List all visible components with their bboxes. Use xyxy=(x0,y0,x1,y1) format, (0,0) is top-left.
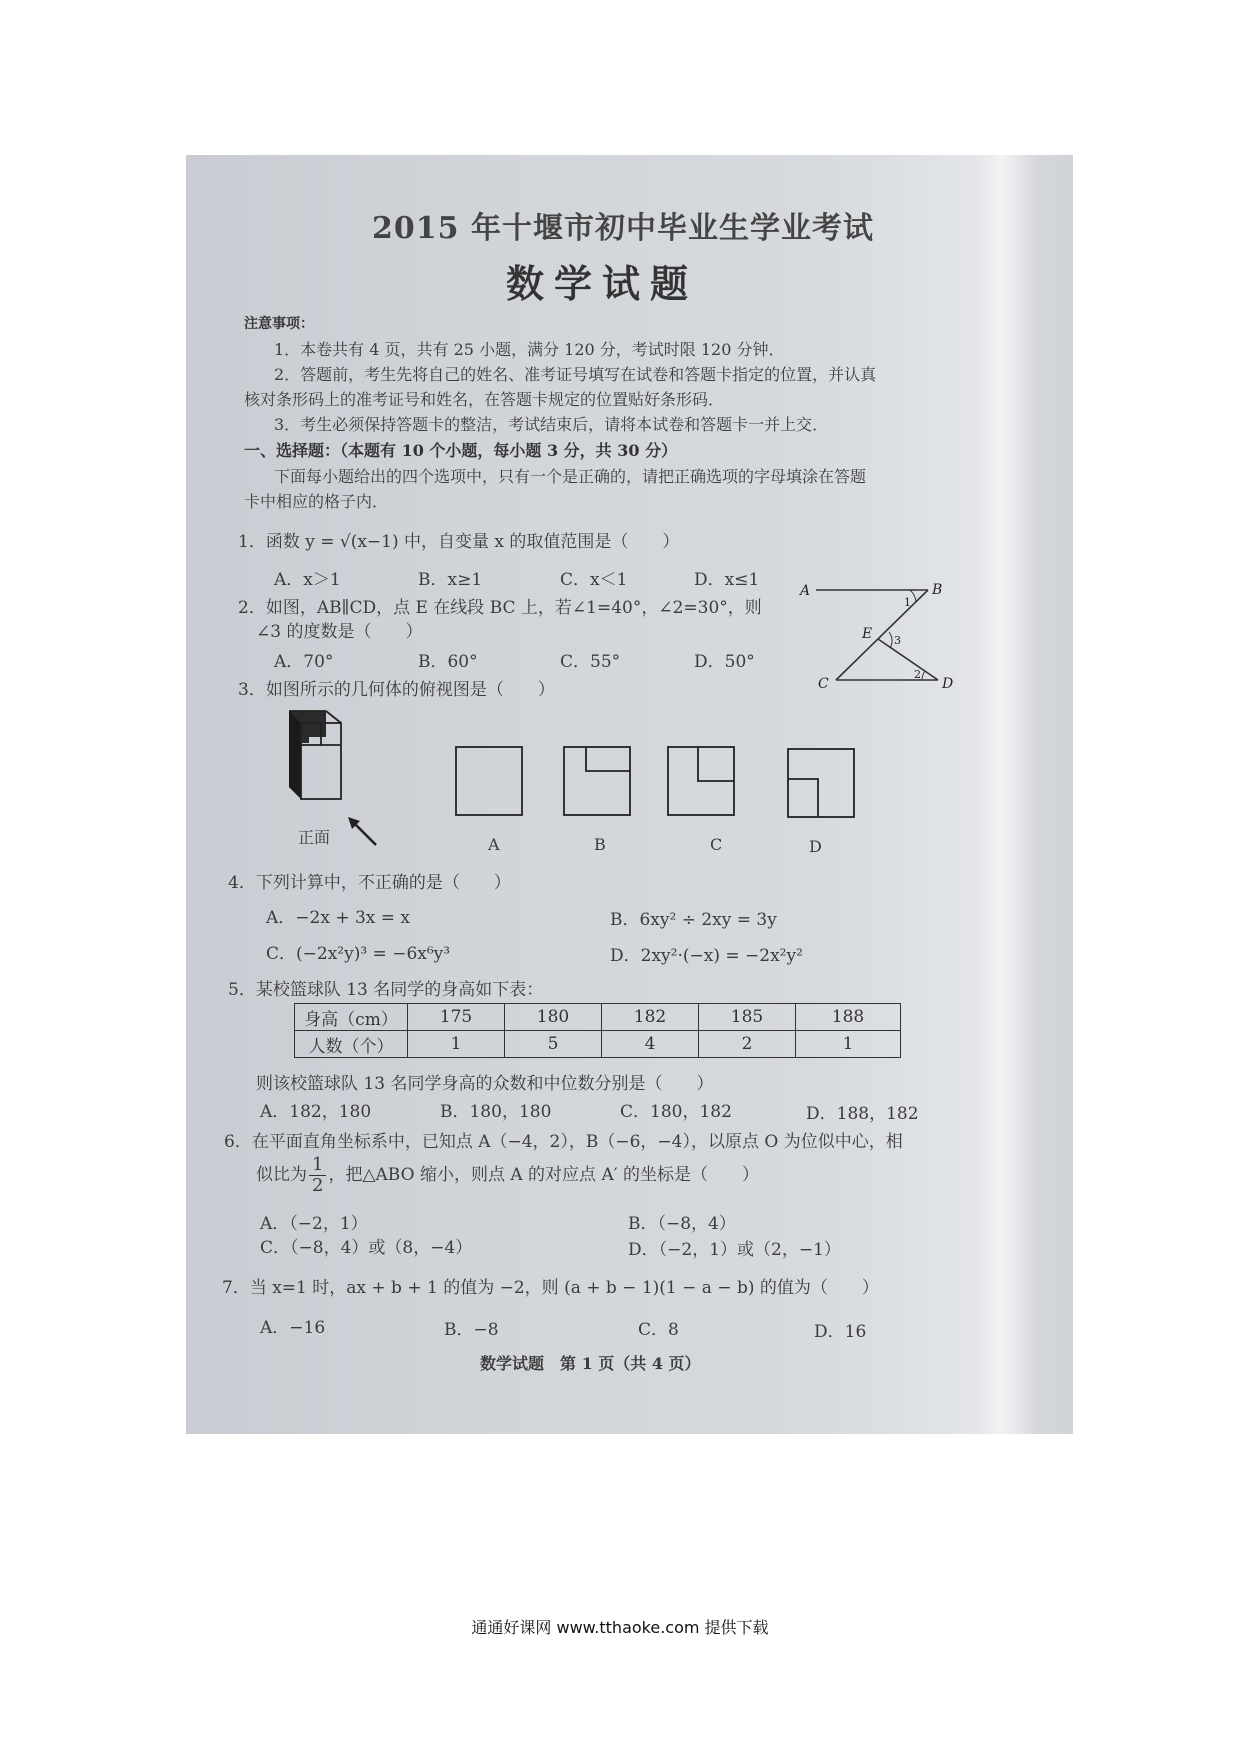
table-row xyxy=(295,1004,901,1031)
q7-option-a: A．−16 xyxy=(260,1318,326,1338)
table-cell: 180 xyxy=(505,1004,602,1031)
label-b: B xyxy=(932,582,943,598)
q7-stem: 7．当 x=1 时，ax + b + 1 的值为 −2，则 (a + b − 1)(1 − a − b) 的值为（ ） xyxy=(222,1278,879,1298)
q3-letter-b: B xyxy=(594,835,606,854)
q4-stem: 4．下列计算中，不正确的是（ ） xyxy=(228,873,511,893)
notice-item-1: 1．本卷共有 4 页，共有 25 小题，满分 120 分，考试时限 120 分钟． xyxy=(274,340,785,359)
table-cell: 2 xyxy=(699,1031,796,1058)
exam-subject: 数学试题 xyxy=(506,261,699,306)
site-footer: 通通好课网 www.tthaoke.com 提供下载 xyxy=(471,1618,769,1637)
q2-option-d: D．50° xyxy=(694,652,755,672)
front-arrow-icon xyxy=(346,815,380,849)
q3-stem: 3．如图所示的几何体的俯视图是（ ） xyxy=(238,680,555,700)
q5-option-c: C．180，182 xyxy=(620,1102,732,1122)
q6-stem-a: 6．在平面直角坐标系中，已知点 A（−4，2），B（−6，−4），以原点 O 为位似中心，相 xyxy=(224,1132,903,1152)
table-cell: 175 xyxy=(408,1004,505,1031)
q1-option-c: C．x＜1 xyxy=(560,570,628,590)
line-bc xyxy=(836,590,928,680)
q3-option-b-figure xyxy=(562,745,632,817)
table-cell: 4 xyxy=(602,1031,699,1058)
table-cell: 185 xyxy=(699,1004,796,1031)
line-ed xyxy=(878,639,938,680)
q6-option-b: B．（−8，4） xyxy=(628,1214,736,1234)
table-row xyxy=(295,1031,901,1058)
q2-geometry-figure xyxy=(798,580,968,690)
label-angle-2: 2 xyxy=(914,668,921,681)
q3-option-c-figure xyxy=(666,745,736,817)
q5-option-b: B．180，180 xyxy=(440,1102,552,1122)
q2-option-c: C．55° xyxy=(560,652,621,672)
table-cell: 1 xyxy=(408,1031,505,1058)
q6-stem-prefix: 似比为 xyxy=(256,1165,307,1185)
table-cell: 身高（cm） xyxy=(295,1004,408,1031)
q6-option-d: D．（−2，1）或（2，−1） xyxy=(628,1240,841,1260)
q7-option-c: C．8 xyxy=(638,1320,679,1340)
angle-2-arc xyxy=(922,671,925,680)
q6-option-c: C．（−8，4）或（8，−4） xyxy=(260,1238,473,1258)
q2-stem-b: ∠3 的度数是（ ） xyxy=(256,622,423,642)
q1-stem: 1．函数 y = √(x−1) 中，自变量 x 的取值范围是（ ） xyxy=(238,532,680,552)
q4-option-d: D．2xy²·(−x) = −2x²y² xyxy=(610,946,803,966)
q1-option-d: D．x≤1 xyxy=(694,570,760,590)
notice-item-3: 3．考生必须保持答题卡的整洁，考试结束后，请将本试卷和答题卡一并上交． xyxy=(274,415,829,434)
q3-option-d-figure xyxy=(786,747,856,819)
fraction-numerator: 1 xyxy=(309,1155,326,1176)
q3-solid-figure xyxy=(281,703,391,813)
q4-option-a: A．−2x + 3x = x xyxy=(266,908,411,928)
q6-option-a: A．（−2，1） xyxy=(260,1214,368,1234)
q3-option-a-figure xyxy=(454,745,524,817)
q7-option-b: B．−8 xyxy=(444,1320,499,1340)
label-e: E xyxy=(862,626,873,642)
section-heading: 一、选择题：（本题有 10 个小题，每小题 3 分，共 30 分） xyxy=(244,441,678,460)
label-angle-1: 1 xyxy=(904,596,911,609)
notice-item-2b: 核对条形码上的准考证号和姓名，在答题卡规定的位置贴好条形码． xyxy=(244,390,725,409)
q6-fraction xyxy=(309,1155,326,1196)
solid-left-face xyxy=(289,711,301,799)
q4-option-c: C．(−2x²y)³ = −6x⁶y³ xyxy=(266,944,451,964)
q6-stem-b xyxy=(256,1155,759,1196)
q5-option-d: D．188，182 xyxy=(806,1104,919,1124)
q5-height-table xyxy=(294,1003,901,1058)
front-label: 正面 xyxy=(298,828,331,847)
label-c: C xyxy=(818,676,829,690)
q5-option-a: A．182，180 xyxy=(260,1102,372,1122)
table-cell: 182 xyxy=(602,1004,699,1031)
fraction-denominator: 2 xyxy=(312,1175,324,1196)
table-cell: 5 xyxy=(505,1031,602,1058)
page-number-footer: 数学试题 第 1 页（共 4 页） xyxy=(480,1354,701,1373)
q7-option-d: D．16 xyxy=(814,1322,867,1342)
section-intro-b: 卡中相应的格子内． xyxy=(244,492,389,511)
q3-letter-d: D xyxy=(809,837,822,856)
solid-top-right-edge xyxy=(326,711,341,723)
table-cell: 人数（个） xyxy=(295,1031,408,1058)
q2-option-b: B．60° xyxy=(418,652,478,672)
q1-option-a: A．x＞1 xyxy=(274,570,341,590)
q5-stem: 5．某校篮球队 13 名同学的身高如下表： xyxy=(228,980,544,1000)
label-a: A xyxy=(800,583,811,599)
q5-question: 则该校篮球队 13 名同学身高的众数和中位数分别是（ ） xyxy=(256,1074,714,1094)
exam-title: 2015 年十堰市初中毕业生学业考试 xyxy=(372,211,874,246)
table-cell: 188 xyxy=(796,1004,901,1031)
q3-letter-a: A xyxy=(488,835,500,854)
notice-heading: 注意事项： xyxy=(244,316,314,332)
q3-letter-c: C xyxy=(710,835,723,854)
label-d: D xyxy=(942,676,954,690)
q4-option-b: B．6xy² ÷ 2xy = 3y xyxy=(610,910,777,930)
angle-3-arc xyxy=(889,632,892,648)
q6-stem-suffix: ，把△ABO 缩小，则点 A 的对应点 A′ 的坐标是（ ） xyxy=(328,1165,759,1185)
section-intro-a: 下面每小题给出的四个选项中，只有一个是正确的，请把正确选项的字母填涂在答题 xyxy=(274,467,867,486)
q2-option-a: A．70° xyxy=(274,652,334,672)
notice-item-2a: 2．答题前，考生先将自己的姓名、准考证号填写在试卷和答题卡指定的位置，并认真 xyxy=(274,365,877,384)
q2-stem-a: 2．如图，AB∥CD，点 E 在线段 BC 上，若∠1=40°，∠2=30°，则 xyxy=(238,598,762,618)
q1-option-b: B．x≥1 xyxy=(418,570,483,590)
table-cell: 1 xyxy=(796,1031,901,1058)
label-angle-3: 3 xyxy=(894,634,901,647)
exam-photo xyxy=(186,155,1073,1434)
